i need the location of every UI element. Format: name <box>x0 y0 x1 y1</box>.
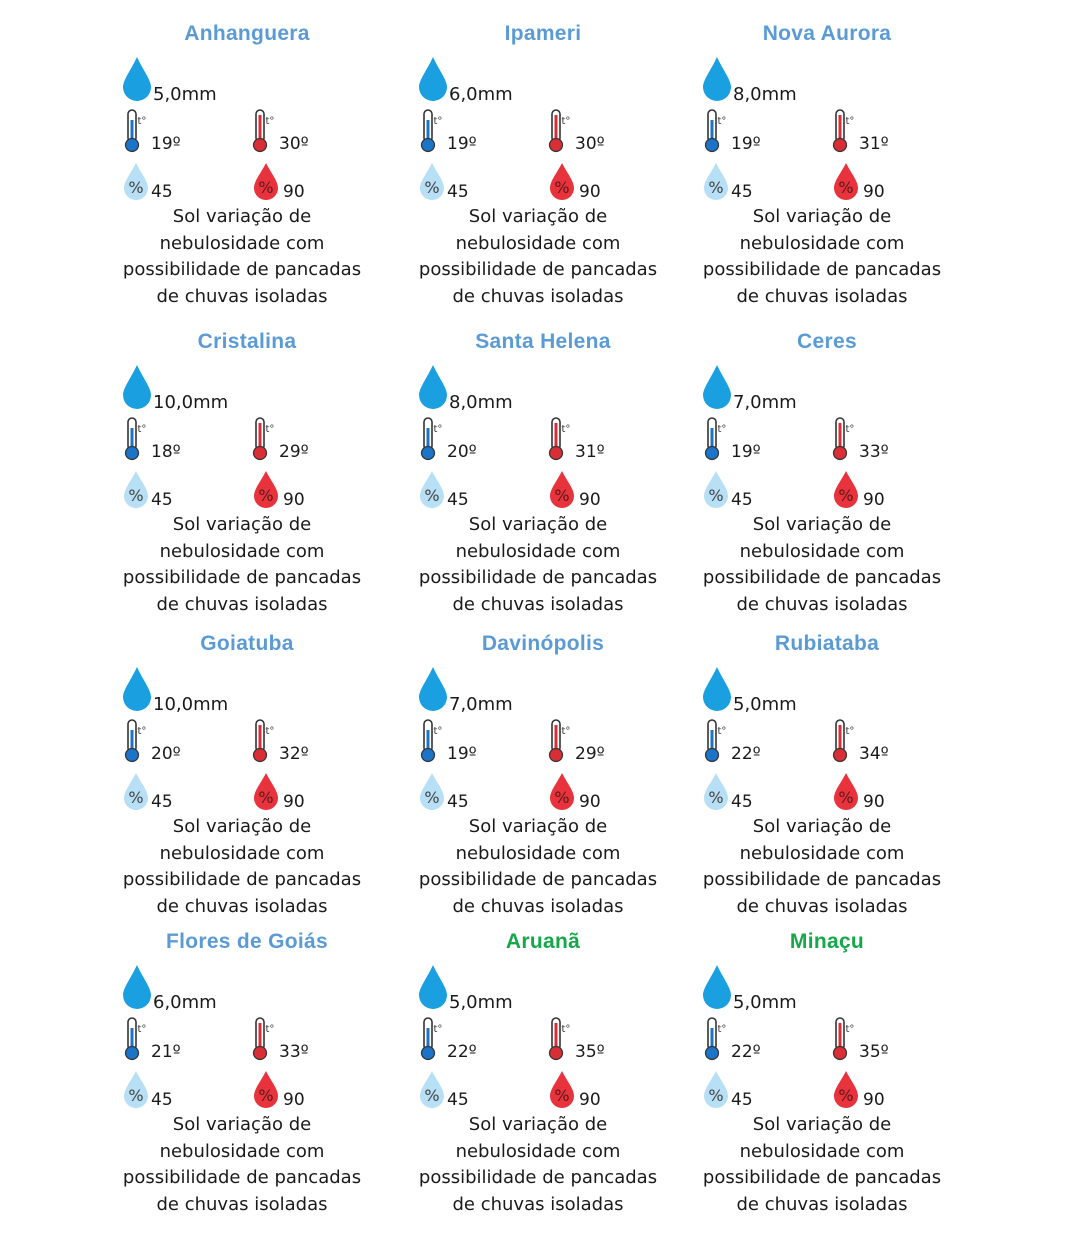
humidity-drop-light-icon <box>702 470 730 510</box>
max-humidity: 90 <box>283 490 305 510</box>
svg-text:t°: t° <box>717 1024 727 1035</box>
svg-text:%: % <box>424 1086 440 1105</box>
thermometer-hot-icon <box>252 1016 276 1062</box>
thermometer-cold-icon <box>420 108 444 154</box>
svg-text:%: % <box>554 178 570 197</box>
weather-condition: Sol variação de nebulosidade com possibilidade de pancadas de chuvas isoladas <box>418 206 658 307</box>
svg-text:t°: t° <box>137 116 147 127</box>
humidity-drop-red-icon <box>832 772 860 812</box>
svg-text:t°: t° <box>265 116 275 127</box>
thermometer-hot-icon <box>252 416 276 462</box>
svg-text:t°: t° <box>717 116 727 127</box>
weather-condition: Sol variação de nebulosidade com possibilidade de pancadas de chuvas isoladas <box>702 816 942 917</box>
raindrop-icon <box>702 364 732 410</box>
max-temperature: 33º <box>279 1042 309 1062</box>
thermometer-cold-icon <box>704 108 728 154</box>
max-humidity: 90 <box>863 490 885 510</box>
svg-text:t°: t° <box>265 1024 275 1035</box>
svg-text:%: % <box>128 486 144 505</box>
max-humidity: 90 <box>579 1090 601 1110</box>
city-forecast-card <box>702 930 1002 1215</box>
city-name: Ceres <box>797 330 857 353</box>
thermometer-hot-icon <box>548 1016 572 1062</box>
svg-text:t°: t° <box>845 116 855 127</box>
thermometer-cold-icon <box>420 1016 444 1062</box>
svg-text:t°: t° <box>845 424 855 435</box>
humidity-drop-light-icon <box>702 162 730 202</box>
max-humidity: 90 <box>283 792 305 812</box>
city-name: Davinópolis <box>481 632 605 655</box>
city-name: Nova Aurora <box>762 22 892 45</box>
svg-text:t°: t° <box>433 424 443 435</box>
min-humidity: 45 <box>731 182 753 202</box>
max-temperature: 34º <box>859 744 889 764</box>
svg-text:%: % <box>424 486 440 505</box>
svg-text:t°: t° <box>433 116 443 127</box>
svg-text:t°: t° <box>561 1024 571 1035</box>
svg-text:t°: t° <box>433 726 443 737</box>
min-humidity: 45 <box>151 490 173 510</box>
city-name: Anhanguera <box>184 22 310 45</box>
weather-condition: Sol variação de nebulosidade com possibilidade de pancadas de chuvas isoladas <box>122 514 362 615</box>
thermometer-cold-icon <box>704 1016 728 1062</box>
thermometer-hot-icon <box>832 108 856 154</box>
humidity-drop-light-icon <box>122 470 150 510</box>
humidity-drop-red-icon <box>832 1070 860 1110</box>
rainfall-value: 6,0mm <box>153 992 217 1013</box>
thermometer-hot-icon <box>252 108 276 154</box>
thermometer-hot-icon <box>548 416 572 462</box>
svg-text:t°: t° <box>265 726 275 737</box>
svg-text:t°: t° <box>717 424 727 435</box>
city-name: Ipameri <box>504 22 582 45</box>
raindrop-icon <box>418 364 448 410</box>
min-temperature: 20º <box>151 744 181 764</box>
thermometer-cold-icon <box>704 718 728 764</box>
raindrop-icon <box>702 964 732 1010</box>
rainfall-value: 8,0mm <box>449 392 513 413</box>
city-forecast-card <box>702 632 1002 917</box>
svg-text:%: % <box>838 1086 854 1105</box>
raindrop-icon <box>702 56 732 102</box>
svg-text:t°: t° <box>845 1024 855 1035</box>
city-forecast-card <box>122 330 422 615</box>
svg-text:%: % <box>708 788 724 807</box>
min-temperature: 19º <box>447 744 477 764</box>
city-forecast-card <box>122 930 422 1215</box>
max-humidity: 90 <box>283 1090 305 1110</box>
min-temperature: 19º <box>731 134 761 154</box>
humidity-drop-red-icon <box>252 162 280 202</box>
min-humidity: 45 <box>151 1090 173 1110</box>
svg-text:%: % <box>554 1086 570 1105</box>
thermometer-cold-icon <box>124 108 148 154</box>
max-humidity: 90 <box>863 792 885 812</box>
max-temperature: 30º <box>575 134 605 154</box>
svg-text:%: % <box>258 178 274 197</box>
svg-text:%: % <box>838 486 854 505</box>
min-temperature: 20º <box>447 442 477 462</box>
min-temperature: 22º <box>731 1042 761 1062</box>
weather-condition: Sol variação de nebulosidade com possibilidade de pancadas de chuvas isoladas <box>702 1114 942 1215</box>
svg-text:t°: t° <box>717 726 727 737</box>
svg-text:%: % <box>554 486 570 505</box>
rainfall-value: 5,0mm <box>733 992 797 1013</box>
weather-condition: Sol variação de nebulosidade com possibilidade de pancadas de chuvas isoladas <box>702 514 942 615</box>
rainfall-value: 6,0mm <box>449 84 513 105</box>
min-humidity: 45 <box>447 792 469 812</box>
raindrop-icon <box>702 666 732 712</box>
humidity-drop-red-icon <box>548 1070 576 1110</box>
thermometer-hot-icon <box>548 718 572 764</box>
city-forecast-card <box>418 22 718 307</box>
max-humidity: 90 <box>579 182 601 202</box>
humidity-drop-light-icon <box>122 772 150 812</box>
weather-condition: Sol variação de nebulosidade com possibilidade de pancadas de chuvas isoladas <box>122 206 362 307</box>
min-humidity: 45 <box>151 182 173 202</box>
svg-text:%: % <box>258 486 274 505</box>
humidity-drop-red-icon <box>548 162 576 202</box>
svg-text:t°: t° <box>137 726 147 737</box>
max-humidity: 90 <box>863 1090 885 1110</box>
svg-text:%: % <box>128 788 144 807</box>
rainfall-value: 5,0mm <box>449 992 513 1013</box>
min-temperature: 22º <box>447 1042 477 1062</box>
weather-condition: Sol variação de nebulosidade com possibilidade de pancadas de chuvas isoladas <box>418 514 658 615</box>
raindrop-icon <box>122 666 152 712</box>
min-temperature: 21º <box>151 1042 181 1062</box>
humidity-drop-red-icon <box>548 772 576 812</box>
thermometer-cold-icon <box>420 416 444 462</box>
svg-text:%: % <box>424 788 440 807</box>
rainfall-value: 7,0mm <box>449 694 513 715</box>
thermometer-hot-icon <box>252 718 276 764</box>
city-forecast-card <box>702 22 1002 307</box>
min-humidity: 45 <box>731 1090 753 1110</box>
humidity-drop-light-icon <box>122 162 150 202</box>
city-forecast-card <box>418 930 718 1215</box>
min-temperature: 22º <box>731 744 761 764</box>
weather-condition: Sol variação de nebulosidade com possibilidade de pancadas de chuvas isoladas <box>122 1114 362 1215</box>
humidity-drop-red-icon <box>548 470 576 510</box>
max-temperature: 29º <box>575 744 605 764</box>
min-humidity: 45 <box>731 792 753 812</box>
max-temperature: 32º <box>279 744 309 764</box>
city-forecast-card <box>418 330 718 615</box>
svg-text:%: % <box>554 788 570 807</box>
raindrop-icon <box>122 364 152 410</box>
city-name: Minaçu <box>789 930 865 953</box>
city-forecast-card <box>122 22 422 307</box>
rainfall-value: 10,0mm <box>153 694 229 715</box>
rainfall-value: 7,0mm <box>733 392 797 413</box>
max-temperature: 35º <box>575 1042 605 1062</box>
thermometer-hot-icon <box>832 416 856 462</box>
max-temperature: 35º <box>859 1042 889 1062</box>
max-humidity: 90 <box>579 792 601 812</box>
max-temperature: 31º <box>859 134 889 154</box>
weather-condition: Sol variação de nebulosidade com possibilidade de pancadas de chuvas isoladas <box>702 206 942 307</box>
humidity-drop-light-icon <box>702 1070 730 1110</box>
city-name: Santa Helena <box>475 330 611 353</box>
min-humidity: 45 <box>447 182 469 202</box>
city-forecast-card <box>702 330 1002 615</box>
svg-text:t°: t° <box>561 116 571 127</box>
raindrop-icon <box>418 56 448 102</box>
svg-text:%: % <box>838 178 854 197</box>
min-temperature: 19º <box>151 134 181 154</box>
max-humidity: 90 <box>863 182 885 202</box>
city-name: Flores de Goiás <box>165 930 329 953</box>
humidity-drop-red-icon <box>832 470 860 510</box>
min-temperature: 19º <box>731 442 761 462</box>
rainfall-value: 5,0mm <box>153 84 217 105</box>
svg-text:%: % <box>258 1086 274 1105</box>
svg-text:t°: t° <box>845 726 855 737</box>
svg-text:t°: t° <box>137 424 147 435</box>
max-temperature: 33º <box>859 442 889 462</box>
city-name: Rubiataba <box>774 632 880 655</box>
svg-text:%: % <box>258 788 274 807</box>
humidity-drop-red-icon <box>252 1070 280 1110</box>
raindrop-icon <box>122 964 152 1010</box>
city-name: Aruanã <box>505 930 581 953</box>
raindrop-icon <box>418 666 448 712</box>
thermometer-hot-icon <box>548 108 572 154</box>
city-forecast-card <box>418 632 718 917</box>
max-humidity: 90 <box>579 490 601 510</box>
min-humidity: 45 <box>151 792 173 812</box>
svg-text:%: % <box>708 178 724 197</box>
humidity-drop-red-icon <box>252 772 280 812</box>
rainfall-value: 5,0mm <box>733 694 797 715</box>
svg-text:%: % <box>708 486 724 505</box>
min-humidity: 45 <box>447 490 469 510</box>
city-forecast-card <box>122 632 422 917</box>
max-temperature: 29º <box>279 442 309 462</box>
svg-text:t°: t° <box>561 726 571 737</box>
weather-condition: Sol variação de nebulosidade com possibilidade de pancadas de chuvas isoladas <box>418 1114 658 1215</box>
raindrop-icon <box>122 56 152 102</box>
max-temperature: 30º <box>279 134 309 154</box>
svg-text:%: % <box>424 178 440 197</box>
thermometer-cold-icon <box>124 718 148 764</box>
city-name: Cristalina <box>197 330 297 353</box>
humidity-drop-light-icon <box>122 1070 150 1110</box>
thermometer-cold-icon <box>124 1016 148 1062</box>
rainfall-value: 10,0mm <box>153 392 229 413</box>
max-humidity: 90 <box>283 182 305 202</box>
humidity-drop-light-icon <box>702 772 730 812</box>
thermometer-cold-icon <box>704 416 728 462</box>
humidity-drop-red-icon <box>832 162 860 202</box>
humidity-drop-light-icon <box>418 1070 446 1110</box>
svg-text:t°: t° <box>137 1024 147 1035</box>
svg-text:%: % <box>128 1086 144 1105</box>
min-temperature: 19º <box>447 134 477 154</box>
svg-text:%: % <box>128 178 144 197</box>
thermometer-hot-icon <box>832 1016 856 1062</box>
max-temperature: 31º <box>575 442 605 462</box>
humidity-drop-light-icon <box>418 162 446 202</box>
humidity-drop-red-icon <box>252 470 280 510</box>
svg-text:%: % <box>838 788 854 807</box>
weather-condition: Sol variação de nebulosidade com possibilidade de pancadas de chuvas isoladas <box>418 816 658 917</box>
humidity-drop-light-icon <box>418 470 446 510</box>
svg-text:t°: t° <box>561 424 571 435</box>
svg-text:t°: t° <box>433 1024 443 1035</box>
rainfall-value: 8,0mm <box>733 84 797 105</box>
thermometer-cold-icon <box>420 718 444 764</box>
raindrop-icon <box>418 964 448 1010</box>
thermometer-cold-icon <box>124 416 148 462</box>
thermometer-hot-icon <box>832 718 856 764</box>
svg-text:%: % <box>708 1086 724 1105</box>
city-name: Goiatuba <box>200 632 294 655</box>
min-humidity: 45 <box>731 490 753 510</box>
humidity-drop-light-icon <box>418 772 446 812</box>
min-temperature: 18º <box>151 442 181 462</box>
min-humidity: 45 <box>447 1090 469 1110</box>
svg-text:t°: t° <box>265 424 275 435</box>
weather-condition: Sol variação de nebulosidade com possibilidade de pancadas de chuvas isoladas <box>122 816 362 917</box>
